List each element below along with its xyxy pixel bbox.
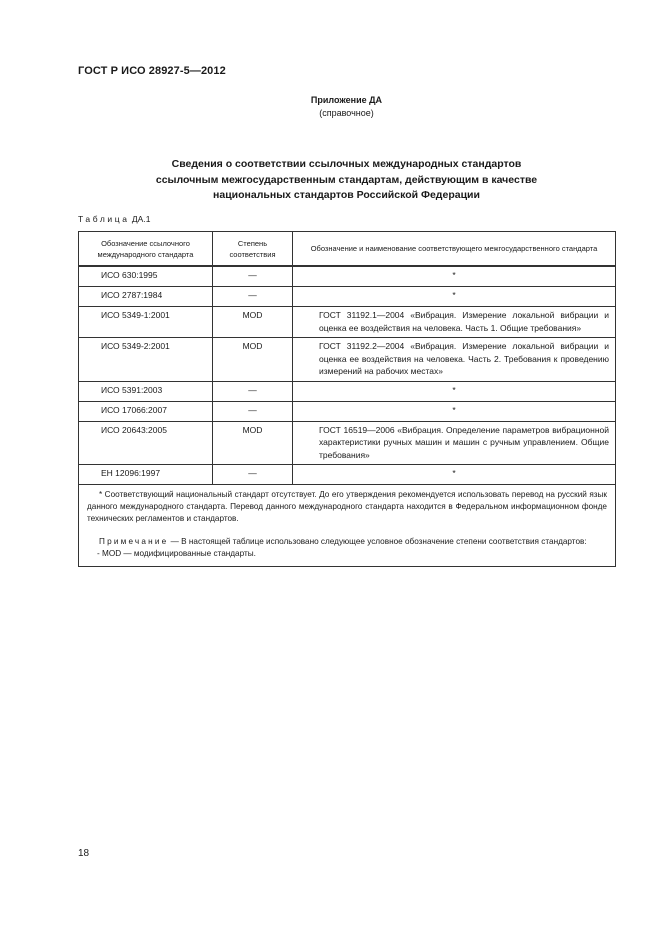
note-item: - MOD — модифицированные стандарты. bbox=[97, 549, 256, 558]
footnote: * Соответствующий национальный стандарт отсутствует. До его утверждения рекомендуется использовать перевод на русский язык данного международного стандарта. Перевод данного международного стандарта находится в Федеральном информационном фонде технических регламентов и стандартов. bbox=[87, 490, 607, 523]
table-row bbox=[79, 338, 616, 382]
cell-national bbox=[293, 338, 616, 382]
standards-table bbox=[78, 231, 616, 567]
header-intl-standard: Обозначение ссылочного международного стандарта bbox=[79, 232, 213, 267]
cell-standard: ИСО 5349-2:2001 bbox=[79, 338, 213, 382]
cell-national: * bbox=[293, 266, 616, 287]
heading-line-2: ссылочным межгосударственным стандартам, действующим в качестве bbox=[155, 173, 538, 186]
cell-degree: MOD bbox=[213, 307, 293, 338]
cell-degree: — bbox=[213, 266, 293, 287]
cell-national-text: ГОСТ 31192.1—2004 «Вибрация. Измерение локальной вибрации и оценка ее воздействия на человека. Часть 1. Общие требования» bbox=[319, 310, 609, 333]
note bbox=[87, 536, 607, 548]
cell-degree: MOD bbox=[213, 421, 293, 465]
table-label bbox=[78, 214, 150, 224]
appendix-title: Приложение ДА bbox=[310, 95, 383, 105]
table-row bbox=[79, 401, 616, 421]
table-row bbox=[79, 307, 616, 338]
cell-national: * bbox=[293, 287, 616, 307]
cell-national: * bbox=[293, 401, 616, 421]
cell-degree: — bbox=[213, 381, 293, 401]
cell-national: * bbox=[293, 381, 616, 401]
cell-standard: ИСО 5349-1:2001 bbox=[79, 307, 213, 338]
cell-degree: MOD bbox=[213, 338, 293, 382]
table-row bbox=[79, 381, 616, 401]
table-header-row bbox=[79, 232, 616, 267]
cell-degree: — bbox=[213, 401, 293, 421]
cell-national-text: ГОСТ 16519—2006 «Вибрация. Определение параметров вибрационной характеристики ручных машин и машин с ручным управлением. Общие требования» bbox=[319, 424, 609, 460]
cell-national bbox=[293, 307, 616, 338]
header-national-standard: Обозначение и наименование соответствующего межгосударственного стандарта bbox=[293, 232, 616, 267]
cell-degree: — bbox=[213, 465, 293, 485]
note-label: Примечание bbox=[99, 537, 169, 546]
cell-national-text: ГОСТ 31192.2—2004 «Вибрация. Измерение локальной вибрации и оценка ее воздействия на человека. Часть 2. Требования к проведению измерений на рабочих местах» bbox=[319, 341, 609, 376]
table-footer-row bbox=[79, 485, 616, 567]
cell-standard: ИСО 630:1995 bbox=[79, 266, 213, 287]
note-text: — В настоящей таблице использовано следующее условное обозначение степени соответствия стандартов: bbox=[168, 537, 587, 546]
table-row bbox=[79, 287, 616, 307]
table-row bbox=[79, 465, 616, 485]
cell-standard: ИСО 2787:1984 bbox=[79, 287, 213, 307]
page-number: 18 bbox=[78, 848, 90, 859]
heading-line-3: национальных стандартов Российской Федерации bbox=[213, 189, 480, 201]
cell-standard: ИСО 5391:2003 bbox=[79, 381, 213, 401]
heading-line-1: Сведения о соответствии ссылочных международных стандартов bbox=[171, 158, 522, 170]
cell-degree: — bbox=[213, 287, 293, 307]
table-label-id: ДА.1 bbox=[131, 214, 151, 224]
cell-national bbox=[293, 421, 616, 465]
section-heading bbox=[78, 157, 615, 204]
table-footer bbox=[79, 485, 616, 567]
document-id: ГОСТ Р ИСО 28927-5—2012 bbox=[78, 65, 226, 77]
header-degree: Степень соответствия bbox=[213, 232, 293, 267]
appendix-subtitle: (справочное) bbox=[319, 108, 374, 118]
cell-standard: ИСО 17066:2007 bbox=[79, 401, 213, 421]
cell-national: * bbox=[293, 465, 616, 485]
table-label-word: Таблица bbox=[78, 214, 130, 224]
table-row bbox=[79, 421, 616, 465]
cell-standard: ИСО 20643:2005 bbox=[79, 421, 213, 465]
appendix-title-block bbox=[78, 94, 615, 120]
table-row bbox=[79, 266, 616, 287]
cell-standard: ЕН 12096:1997 bbox=[79, 465, 213, 485]
